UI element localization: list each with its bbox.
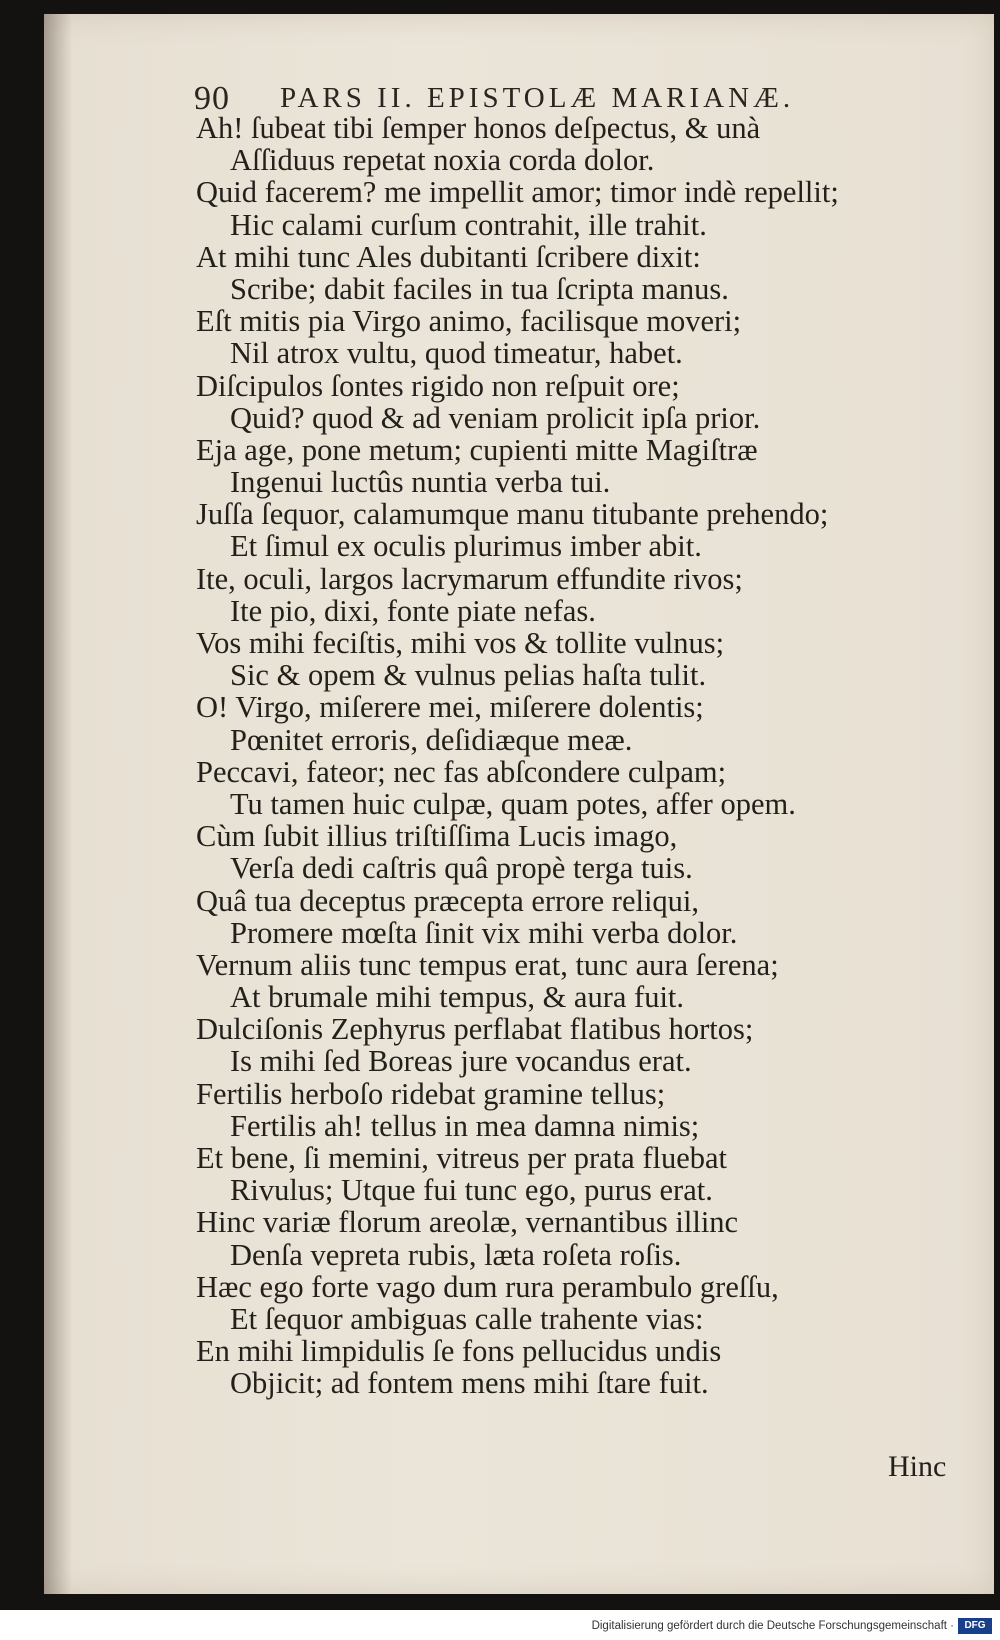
verse-line: Verſa dedi caſtris quâ propè terga tuis. [230,851,693,886]
verse-line: Nil atrox vultu, quod timeatur, habet. [230,336,683,371]
verse-line: Hic calami curſum contrahit, ille trahit. [230,207,707,242]
verse-line: O! Virgo, miſerere mei, miſerere dolentis; [196,690,704,725]
verse-line: Peccavi, fateor; nec fas abſcondere culpam; [196,754,727,789]
page-number: 90 [194,80,230,117]
verse-line: Juſſa ſequor, calamumque manu titubante prehendo; [196,497,829,532]
verse-line: Eſt mitis pia Virgo animo, facilisque moveri; [196,304,742,339]
verse-line: Quid facerem? me impellit amor; timor indè repellit; [196,175,839,210]
verse-line: Et ſequor ambiguas calle trahente vias: [230,1301,704,1336]
verse-line: Tu tamen huic culpæ, quam potes, affer opem. [230,786,796,821]
verse-line: En mihi limpidulis ſe fons pellucidus undis [196,1334,722,1369]
verse-line: Eja age, pone metum; cupienti mitte Magiſtræ [196,432,758,467]
verse-line: Fertilis herboſo ridebat gramine tellus; [196,1076,666,1111]
verse-line: Quid? quod & ad veniam prolicit ipſa prior. [230,400,761,435]
footer-bar [0,1614,1000,1640]
verse-line: Vos mihi feciſtis, mihi vos & tollite vulnus; [196,626,725,660]
verse-line: Fertilis ah! tellus in mea damna nimis; [230,1108,700,1143]
verse-line: Et ſimul ex oculis plurimus imber abit. [230,529,702,564]
verse-line: Ite, oculi, largos lacrymarum effundite rivos; [196,561,743,596]
verse-line: At mihi tunc Ales dubitanti ſcribere dixit: [196,239,701,274]
running-head: PARS II. EPISTOLÆ MARIANÆ. [280,82,795,114]
funding-credit: Digitalisierung gefördert durch die Deutsche Forschungsgemeinschaft · [591,1620,954,1632]
verse-line: Denſa vepreta rubis, læta roſeta roſis. [230,1237,682,1272]
catchword: Hinc [888,1450,947,1483]
verse-line: Hæc ego forte vago dum rura perambulo greſſu, [196,1269,779,1304]
verse-line: Sic & opem & vulnus pelias haſta tulit. [230,658,707,693]
verse-line: Pœnitet erroris, deſidiæque meæ. [230,722,633,757]
verse-line: Objicit; ad fontem mens mihi ſtare fuit. [230,1366,709,1401]
verse-line: Rivulus; Utque fui tunc ego, purus erat. [230,1173,713,1208]
verse-line: Cùm ſubit illius triſtiſſima Lucis imago, [196,819,678,854]
verse-text [196,112,956,1400]
page-gutter-shadow [44,14,72,1594]
verse-line: Ite pio, dixi, fonte piate nefas. [230,593,596,628]
verse-line: Promere mœſta ſinit vix mihi verba dolor. [230,915,738,950]
verse-line: Ingenui luctûs nuntia verba tui. [230,465,611,500]
verse-line: Is mihi ſed Boreas jure vocandus erat. [230,1044,692,1079]
verse-line: At brumale mihi tempus, & aura fuit. [230,980,685,1015]
verse-line: Diſcipulos ſontes rigido non reſpuit ore; [196,368,680,403]
verse-line: Vernum aliis tunc tempus erat, tunc aura ſerena; [196,947,779,982]
verse-line: Quâ tua deceptus præcepta errore reliqui, [196,883,700,918]
verse-line: Et bene, ſi memini, vitreus per prata fluebat [196,1141,728,1175]
verse-line: Ah! ſubeat tibi ſemper honos deſpectus, & unà [196,111,761,145]
dfg-logo-icon: DFG [958,1618,992,1634]
verse-line: Aſſiduus repetat noxia corda dolor. [230,143,655,178]
verse-line: Scribe; dabit faciles in tua ſcripta manus. [230,271,729,306]
verse-line: Dulciſonis Zephyrus perflabat flatibus hortos; [196,1012,754,1047]
verse-line: Hinc variæ florum areolæ, vernantibus illinc [196,1205,739,1240]
